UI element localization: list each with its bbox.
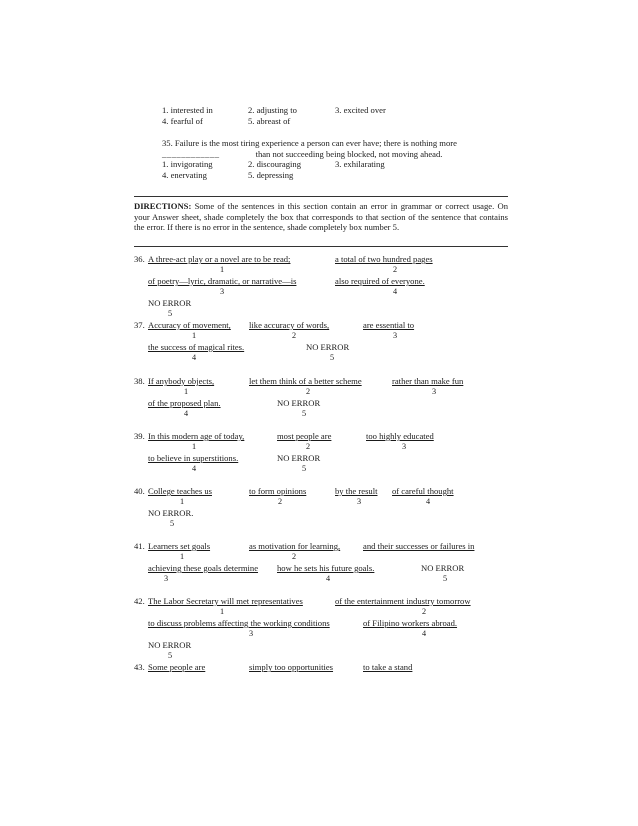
q41-part-5: how he sets his future goals. (277, 563, 375, 573)
q35-choice-4: 4. enervating (162, 170, 207, 180)
q35-choice-2: 2. discouraging (248, 159, 301, 169)
q38-part-2: let them think of a better scheme (249, 376, 362, 386)
q42-number: 42. (134, 596, 145, 606)
q39-part-4: to believe in superstitions. (148, 453, 239, 463)
q38-label-5: 5 (302, 409, 307, 418)
q37-label-1: 1 (192, 331, 197, 340)
choice-5: 5. abreast of (248, 116, 291, 126)
q40-label-5: 5 (170, 519, 175, 528)
q43-part-2: simply too opportunities (249, 662, 334, 672)
q35-choice-5: 5. depressing (248, 170, 294, 180)
q42-part-2: of the entertainment industry tomorrow (335, 596, 471, 606)
q40-part-2: to form opinions (249, 486, 307, 496)
q42-label-5: 5 (168, 651, 173, 660)
q41-label-2: 2 (292, 552, 297, 561)
q42-label-1: 1 (220, 607, 225, 616)
q37-label-3: 3 (393, 331, 398, 340)
q37-part-3: are essential to (363, 320, 415, 330)
q36-label-1: 1 (220, 265, 225, 274)
choice-3: 3. excited over (335, 105, 386, 115)
q41-label-3: 3 (164, 574, 169, 583)
q38-no-error: NO ERROR (277, 398, 321, 408)
q37-number: 37. (134, 320, 145, 330)
choice-2: 2. adjusting to (248, 105, 297, 115)
q36-label-2: 2 (393, 265, 398, 274)
q36-part-4: also required of everyone. (335, 276, 425, 286)
q42-label-3: 3 (249, 629, 254, 638)
q42-part-4: of Filipino workers abroad. (363, 618, 458, 628)
q38-part-3: rather than make fun (392, 376, 464, 386)
q41-label-4: 4 (326, 574, 331, 583)
q37-label-4: 4 (192, 353, 197, 362)
directions-text: DIRECTIONS: Some of the sentences in this section contain an error in grammar or correct usage. On your Answer sheet, shade completely the box that corresponds to that section of the sentence that contains the error. If there is no error in the sentence, shade completely box number 5. (134, 201, 508, 233)
q43-part-1: Some people are (148, 662, 206, 672)
q42-part-3: to discuss problems affecting the working conditions (148, 618, 330, 628)
q38-number: 38. (134, 376, 145, 386)
q39-label-1: 1 (192, 442, 197, 451)
q38-part-1: If anybody objects, (148, 376, 215, 386)
q36-label-3: 3 (220, 287, 225, 296)
q42-part-1: The Labor Secretary will met representatives (148, 596, 303, 606)
q41-part-2: as motivation for learning, (249, 541, 341, 551)
directions-bottom-rule (134, 246, 508, 247)
q36-label-5: 5 (168, 309, 173, 318)
q41-label-1: 1 (180, 552, 185, 561)
q38-label-1: 1 (184, 387, 189, 396)
q41-label-5: 5 (443, 574, 448, 583)
q37-part-2: like accuracy of words, (249, 320, 330, 330)
q37-label-5: 5 (330, 353, 335, 362)
q37-no-error: NO ERROR (306, 342, 350, 352)
q42-label-4: 4 (422, 629, 427, 638)
q39-part-3: too highly educated (366, 431, 434, 441)
q36-part-3: of poetry—lyric, dramatic, or narrative—is (148, 276, 297, 286)
q38-label-4: 4 (184, 409, 189, 418)
q36-part-1: A three-act play or a novel are to be read; (148, 254, 291, 264)
q36-label-4: 4 (393, 287, 398, 296)
q43-part-3: to take a stand (363, 662, 413, 672)
q40-label-4: 4 (426, 497, 431, 506)
q41-no-error: NO ERROR (421, 563, 465, 573)
q40-label-2: 2 (278, 497, 283, 506)
q35-choice-1: 1. invigorating (162, 159, 213, 169)
question-35-text: 35. Failure is the most tiring experience a person can ever have; there is nothing more ____________ than not succeeding being blocked, not moving ahead. (162, 138, 457, 159)
q38-label-3: 3 (432, 387, 437, 396)
q41-number: 41. (134, 541, 145, 551)
q36-no-error: NO ERROR (148, 298, 192, 308)
q41-part-3: and their successes or failures in (363, 541, 475, 551)
directions-top-rule (134, 196, 508, 197)
q39-part-2: most people are (277, 431, 332, 441)
q40-no-error: NO ERROR. (148, 508, 194, 518)
q37-label-2: 2 (292, 331, 297, 340)
q35-choice-3: 3. exhilarating (335, 159, 385, 169)
q39-label-2: 2 (306, 442, 311, 451)
q41-part-1: Learners set goals (148, 541, 211, 551)
q39-number: 39. (134, 431, 145, 441)
q37-part-4: the success of magical rites. (148, 342, 245, 352)
q39-label-4: 4 (192, 464, 197, 473)
q40-part-3: by the result (335, 486, 378, 496)
q36-number: 36. (134, 254, 145, 264)
q39-label-5: 5 (302, 464, 307, 473)
q40-part-4: of careful thought (392, 486, 454, 496)
q38-label-2: 2 (306, 387, 311, 396)
choice-1: 1. interested in (162, 105, 213, 115)
q38-part-4: of the proposed plan. (148, 398, 221, 408)
choice-4: 4. fearful of (162, 116, 203, 126)
q36-part-2: a total of two hundred pages (335, 254, 433, 264)
q39-label-3: 3 (402, 442, 407, 451)
q41-part-4: achieving these goals determine (148, 563, 259, 573)
q42-no-error: NO ERROR (148, 640, 192, 650)
q39-no-error: NO ERROR (277, 453, 321, 463)
q40-label-1: 1 (180, 497, 185, 506)
q37-part-1: Accuracy of movement, (148, 320, 231, 330)
q42-label-2: 2 (422, 607, 427, 616)
q40-label-3: 3 (357, 497, 362, 506)
q40-part-1: College teaches us (148, 486, 212, 496)
q43-number: 43. (134, 662, 145, 672)
q39-part-1: In this modern age of today, (148, 431, 245, 441)
q40-number: 40. (134, 486, 145, 496)
